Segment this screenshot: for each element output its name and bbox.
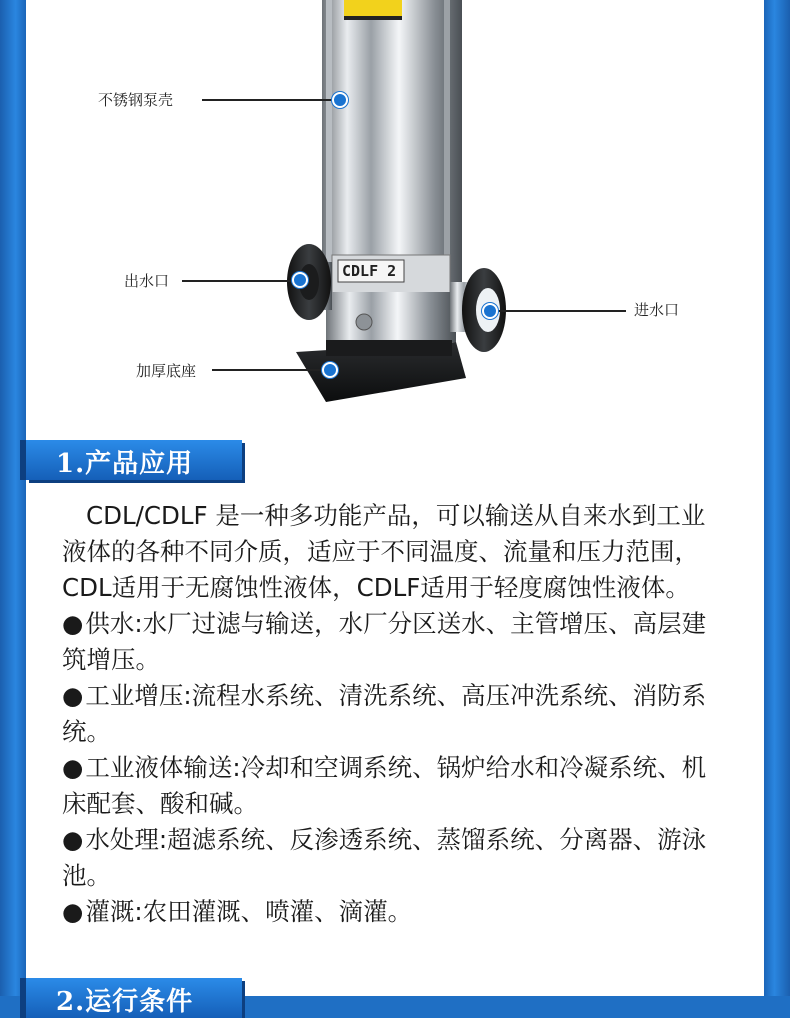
bullet-icon: ● — [62, 753, 84, 782]
callout-outlet-line — [182, 280, 294, 282]
intro-paragraph: CDL/CDLF 是一种多功能产品，可以输送从自来水到工业液体的各种不同介质，适应于不同温度、流量和压力范围，CDL适用于无腐蚀性液体，CDLF适用于轻度腐蚀性液体。 — [62, 501, 706, 602]
right-frame — [764, 0, 790, 996]
pump-label: CDLF 2 — [342, 262, 397, 280]
section-2-header — [26, 978, 242, 1018]
list-item: ●工业液体输送:冷却和空调系统、锅炉给水和冷凝系统、机床配套、酸和碱。 — [62, 753, 707, 818]
content-panel — [26, 0, 764, 1017]
left-frame — [0, 0, 26, 996]
callout-housing-dot — [332, 92, 348, 108]
section-1-body — [62, 498, 726, 930]
callout-inlet-line — [492, 310, 626, 312]
pump-illustration — [26, 0, 764, 420]
callout-housing-line — [202, 99, 334, 101]
list-item: ●灌溉:农田灌溉、喷灌、滴灌。 — [62, 897, 413, 926]
callout-base: 加厚底座 — [136, 362, 197, 380]
section-1-title: 1.产品应用 — [56, 449, 194, 479]
callout-inlet-dot — [482, 303, 498, 319]
callout-base-line — [212, 369, 322, 371]
bullet-icon: ● — [62, 825, 84, 854]
list-item: ●供水:水厂过滤与输送，水厂分区送水、主管增压、高层建筑增压。 — [62, 609, 707, 674]
list-item: ●水处理:超滤系统、反渗透系统、蒸馏系统、分离器、游泳池。 — [62, 825, 707, 890]
section-2-title: 2.运行条件 — [56, 987, 194, 1017]
callout-housing: 不锈钢泵壳 — [98, 91, 174, 109]
list-item: ●工业增压:流程水系统、清洗系统、高压冲洗系统、消防系统。 — [62, 681, 707, 746]
bullet-icon: ● — [62, 897, 84, 926]
bullet-icon: ● — [62, 609, 84, 638]
callout-inlet: 进水口 — [634, 301, 680, 319]
section-1-header — [26, 440, 242, 480]
bullet-icon: ● — [62, 681, 84, 710]
callout-outlet: 出水口 — [124, 272, 170, 290]
callout-outlet-dot — [292, 272, 308, 288]
callout-base-dot — [322, 362, 338, 378]
